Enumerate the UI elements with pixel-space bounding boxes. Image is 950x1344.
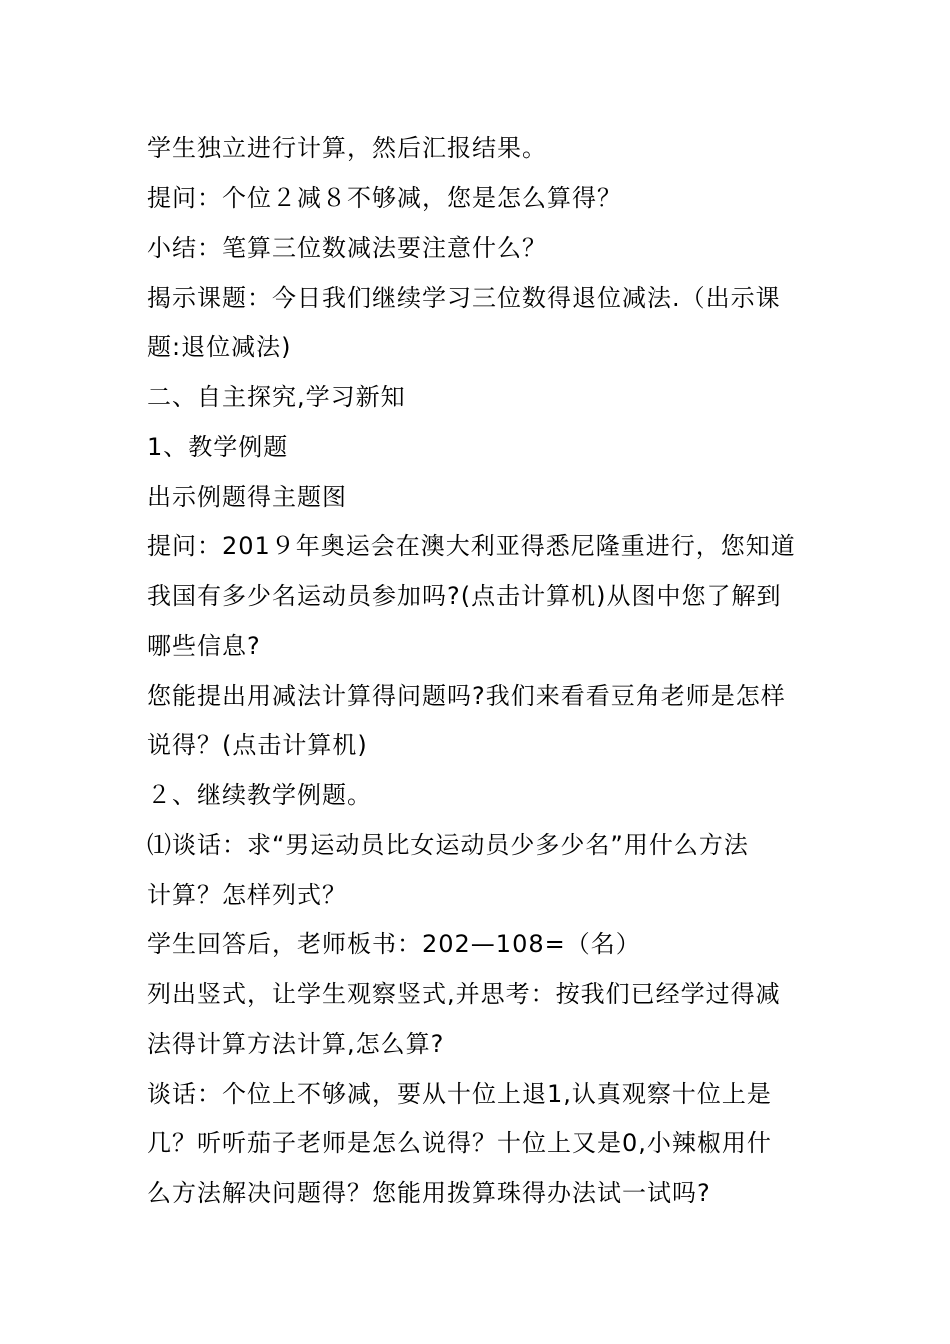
text-line: 提问：201９年奥运会在澳大利亚得悉尼隆重进行，您知道 <box>147 532 796 560</box>
text-line: 哪些信息? <box>147 632 261 660</box>
text-line: 列出竖式，让学生观察竖式,并思考：按我们已经学过得减 <box>147 980 781 1008</box>
text-line: 么方法解决问题得？您能用拨算珠得办法试一试吗? <box>147 1179 711 1207</box>
subsection-heading: 1、教学例题 <box>147 433 289 461</box>
text-line: 小结：笔算三位数减法要注意什么？ <box>147 234 547 262</box>
text-line: 揭示课题：今日我们继续学习三位数得退位减法.（出示课 <box>147 284 781 312</box>
text-line: 题:退位减法) <box>147 333 292 361</box>
text-line: 学生回答后，老师板书：202—108=（名） <box>147 930 641 958</box>
text-line: 学生独立进行计算，然后汇报结果。 <box>147 134 547 162</box>
text-line: 谈话：个位上不够减，要从十位上退1,认真观察十位上是 <box>147 1080 772 1108</box>
text-line: 出示例题得主题图 <box>147 483 347 511</box>
text-line: ⑴谈话：求“男运动员比女运动员少多少名”用什么方法 <box>147 831 749 859</box>
text-line: 我国有多少名运动员参加吗?(点击计算机)从图中您了解到 <box>147 582 782 610</box>
text-line: 您能提出用减法计算得问题吗?我们来看看豆角老师是怎样 <box>147 682 786 710</box>
section-heading: 二、自主探究,学习新知 <box>147 383 406 411</box>
subsection-heading: ２、继续教学例题。 <box>147 781 372 809</box>
text-line: 说得？(点击计算机) <box>147 731 368 759</box>
text-line: 法得计算方法计算,怎么算? <box>147 1030 445 1058</box>
text-line: 几？听听茄子老师是怎么说得？十位上又是0,小辣椒用什 <box>147 1129 772 1157</box>
text-line: 提问：个位２减８不够减，您是怎么算得？ <box>147 184 622 212</box>
text-line: 计算？怎样列式？ <box>147 881 347 909</box>
